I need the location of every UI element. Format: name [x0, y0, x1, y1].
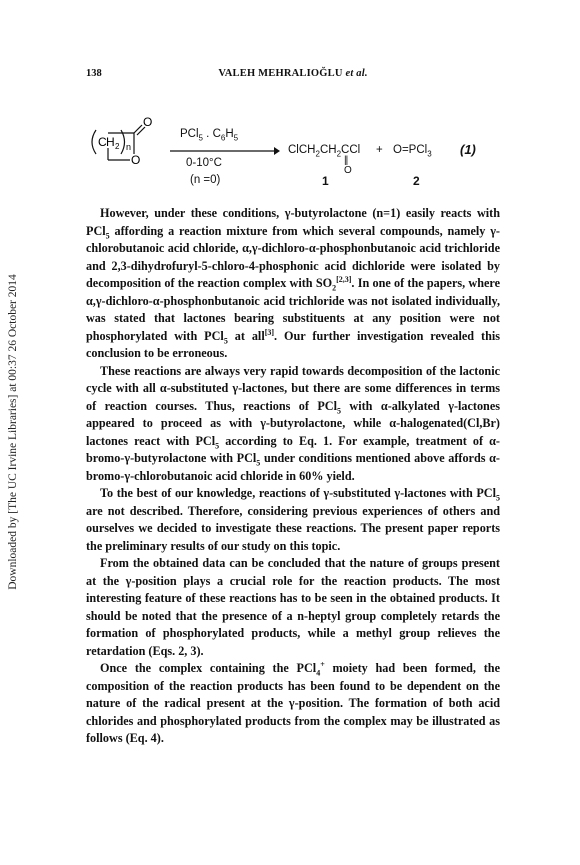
product-1-carbonyl: || O [344, 155, 352, 176]
running-head [86, 68, 500, 79]
paragraph-5: Once the complex containing the PCl$_4$+ moiety had been formed, the composition of the reaction products has been found to be dependent on the nature of the radical present at the γ-position. The formation of both acid chlorides and phosphorylated products from the complex may be illustrated as follows (Eq. 4). [86, 659, 500, 745]
compound-label-2: 2 [413, 174, 420, 188]
bracket-right [121, 130, 125, 154]
reaction-equation [86, 112, 500, 192]
equation-number: (1) [460, 142, 476, 157]
compound-label-1: 1 [322, 174, 329, 188]
product-2: O=PCl$_3$ [393, 144, 432, 159]
paragraph-3: To the best of our knowledge, reactions of γ-substituted γ-lactones with PCl$_5$ are not described. Therefore, considering previous experiences of others and ourselves we decided to investigate these reactions. The present paper reports the preliminary results of our study on this topic. [86, 486, 500, 553]
product-1: $ClCH_2CH_2CCl$ [288, 144, 361, 159]
running-head-authors: VALEH MEHRALIOĞLU [218, 68, 343, 79]
condition-temp: 0-10°C [186, 157, 222, 169]
download-note: Downloaded by [The UC Irvine Libraries] at 00:37 26 October 2014 [7, 274, 19, 590]
body-text [86, 205, 500, 748]
reagent-label: PCl$_5$ . $C_6H_5$ [180, 128, 239, 143]
page-header [86, 68, 500, 84]
paragraph-2: These reactions are always very rapid towards decomposition of the lactonic cycle with all α-substituted γ-lactones, but there are some differences in terms of reaction courses. Thus, reactions of PCl$_5$ with α-alkylated γ-lactones appeared to proceed as with γ-butyrolactone, while α-halogenated(Cl,Br) lactones react with PCl$_5$ according to Eq. 1. For example, treatment of α-bromo-γ-butyrolactone with PCl$_5$ under conditions mentioned above affords α-bromo-γ-chlorobutanoic acid chloride in 60% yield. [86, 363, 500, 483]
running-head-et-al: et al. [345, 68, 368, 79]
plus-sign: + [376, 144, 383, 156]
download-watermark [0, 0, 26, 865]
condition-n: (n =0) [190, 174, 221, 186]
bracket-left [92, 130, 96, 154]
page-number: 138 [86, 68, 102, 79]
carbonyl-o: O [143, 115, 153, 129]
paragraph-1: However, under these conditions, γ-butyrolactone (n=1) easily reacts with PCl$_5$ affording a reaction mixture from which several compounds, namely γ-chlorobutanoic acid chloride, α,γ-dichloro-α-phosphonbutanoic acid trichloride and 2,3-dihydrofuryl-5-chloro-4-phosphonic acid dichloride were isolated by decomposition of the reaction complex with $SO_2[2,3]$. In one of the papers, where α,γ-dichloro-α-phosphonbutanoic acid trichloride was not isolated individually, was stated that lactones bearing substituents at any position were not phosphorylated with PCl$_5$ at all[3]. Our further investigation revealed this conclusion to be erroneous. [86, 206, 500, 360]
reaction-arrow [170, 146, 280, 156]
ch2-sub: 2 [115, 142, 120, 151]
ring-o: O [131, 153, 141, 167]
ch2-c: C [98, 135, 107, 149]
lactone-structure [86, 112, 166, 182]
paragraph-4: From the obtained data can be concluded that the nature of groups present at the γ-position plays a crucial role for the reaction products. The most interesting feature of these reactions has to be seen in the obtained products. It should be noted that the presence of a n-heptyl group completely retards the formation of phosphorylated products, while a methyl group relieves the retardation (Eqs. 2, 3). [86, 556, 500, 658]
ch2-h: H [106, 135, 115, 149]
n-subscript: n [126, 142, 132, 152]
